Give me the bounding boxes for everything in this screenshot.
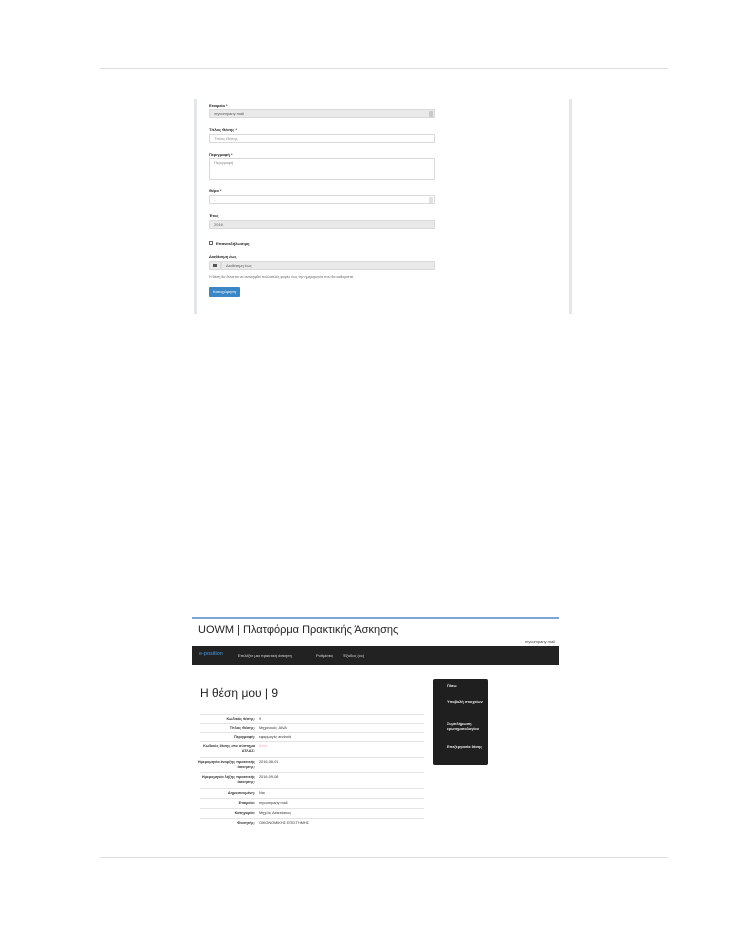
title-label: Τίτλος Θέσης *: [209, 127, 237, 132]
table-row: [200, 741, 424, 758]
sidebar-item-submit-details[interactable]: Υποβολή στοιχείων: [447, 700, 483, 704]
description-placeholder: Περιγραφή: [214, 160, 234, 165]
calendar-icon: [213, 264, 217, 267]
renewal-label: Επανεκδήλωσιμη: [216, 241, 250, 246]
sidebar-menu: [433, 679, 488, 765]
page-heading: Η θέση μου | 9: [200, 686, 279, 700]
submit-button[interactable]: Καταχώρηση: [209, 287, 240, 297]
detail-key: Κατηγορία:: [234, 811, 255, 815]
company-value: mycompany mail: [214, 111, 245, 116]
company-label: Εταιρεία *: [209, 103, 228, 108]
footer-divider: [100, 857, 668, 858]
navbar: [192, 646, 559, 665]
description-label: Περιγραφή *: [209, 152, 233, 157]
detail-value: 2016-09-08: [259, 775, 279, 779]
nav-item-settings[interactable]: Ρυθμίσεις: [316, 653, 334, 658]
site-title: UOWM | Πλατφόρμα Πρακτικής Άσκησης: [198, 624, 399, 636]
description-textarea[interactable]: [209, 158, 435, 180]
year-input[interactable]: [209, 220, 435, 229]
detail-key: Περιγραφή:: [233, 735, 255, 739]
position-page-screenshot: [192, 617, 559, 825]
company-select[interactable]: [209, 109, 435, 118]
nav-item-select-internship[interactable]: Επιλέξτε μια πρακτική άσκηση: [238, 653, 292, 658]
detail-value: 2016-06-01: [259, 760, 279, 764]
table-row: [197, 757, 424, 773]
detail-value: Κενό: [259, 744, 268, 748]
calendar-addon[interactable]: [209, 261, 221, 270]
detail-key: Τίτλος Θέσης:: [229, 726, 255, 730]
detail-key: Φοιτητής:: [237, 821, 255, 825]
select-scrollbar[interactable]: [429, 111, 433, 117]
detail-value: 9: [259, 717, 262, 721]
subject-select[interactable]: [209, 195, 435, 204]
available-until-input[interactable]: [221, 261, 435, 270]
user-name[interactable]: mycompany mail: [524, 639, 555, 644]
form-screenshot: [194, 99, 572, 314]
detail-key: Δημοσιευμένη:: [227, 791, 255, 795]
detail-value: Ναι: [259, 791, 265, 795]
title-input[interactable]: [209, 134, 435, 143]
subject-value: -: [214, 197, 216, 202]
detail-key: Ημερομηνία λήξης πρακτικής άσκησης:: [201, 775, 255, 784]
detail-value: ΟΙΚΟΝΟΜΙΚΗΣ ΕΠΙΣΤΗΜΗΣ: [259, 821, 309, 825]
nav-item-logout[interactable]: Έξοδος (cc): [343, 653, 365, 658]
year-value: 2016: [214, 222, 223, 227]
table-row: [200, 818, 424, 825]
table-row: [200, 772, 424, 789]
detail-key: Κωδικός θέσης:: [226, 717, 255, 721]
detail-value: εφαρμογές android: [259, 735, 291, 739]
sidebar-item-back[interactable]: Πίσω: [447, 684, 457, 688]
navbar-brand[interactable]: e-position: [199, 651, 223, 657]
sidebar-item-edit-position[interactable]: Επεξεργασία θέσης: [447, 745, 483, 749]
available-until-placeholder: Διαθέσιμη έως: [226, 263, 252, 268]
detail-key: Εταιρεία:: [238, 801, 255, 805]
detail-key: Ημερομηνία έναρξης πρακτικής άσκησης:: [197, 760, 255, 769]
title-placeholder: Τίτλος Θέσης: [214, 136, 238, 141]
detail-value: Μηχανικός JAVA: [259, 726, 287, 730]
year-label: Έτος: [209, 213, 219, 218]
sidebar-item-questionnaire[interactable]: Συμπλήρωση ερωτηματολογίου: [447, 722, 479, 731]
chevron-down-icon[interactable]: [429, 197, 433, 203]
subject-label: Θέμα *: [209, 188, 222, 193]
renewal-checkbox[interactable]: [209, 241, 213, 245]
detail-value: mycompany mail: [259, 801, 288, 805]
header-divider: [100, 68, 668, 69]
available-until-label: Διαθέσιμη έως: [209, 254, 237, 259]
detail-key: Κωδικός θέσης στο σύστημα ΑΤΛΑΣ:: [203, 744, 255, 753]
help-text: Η θέση θα δύναται να αναληφθεί πολλαπλές φορές έως την ημερομηνία που θα καθοριστεί.: [209, 275, 355, 279]
detail-value: Μηχ/ός Διάκτύακος: [259, 811, 292, 815]
